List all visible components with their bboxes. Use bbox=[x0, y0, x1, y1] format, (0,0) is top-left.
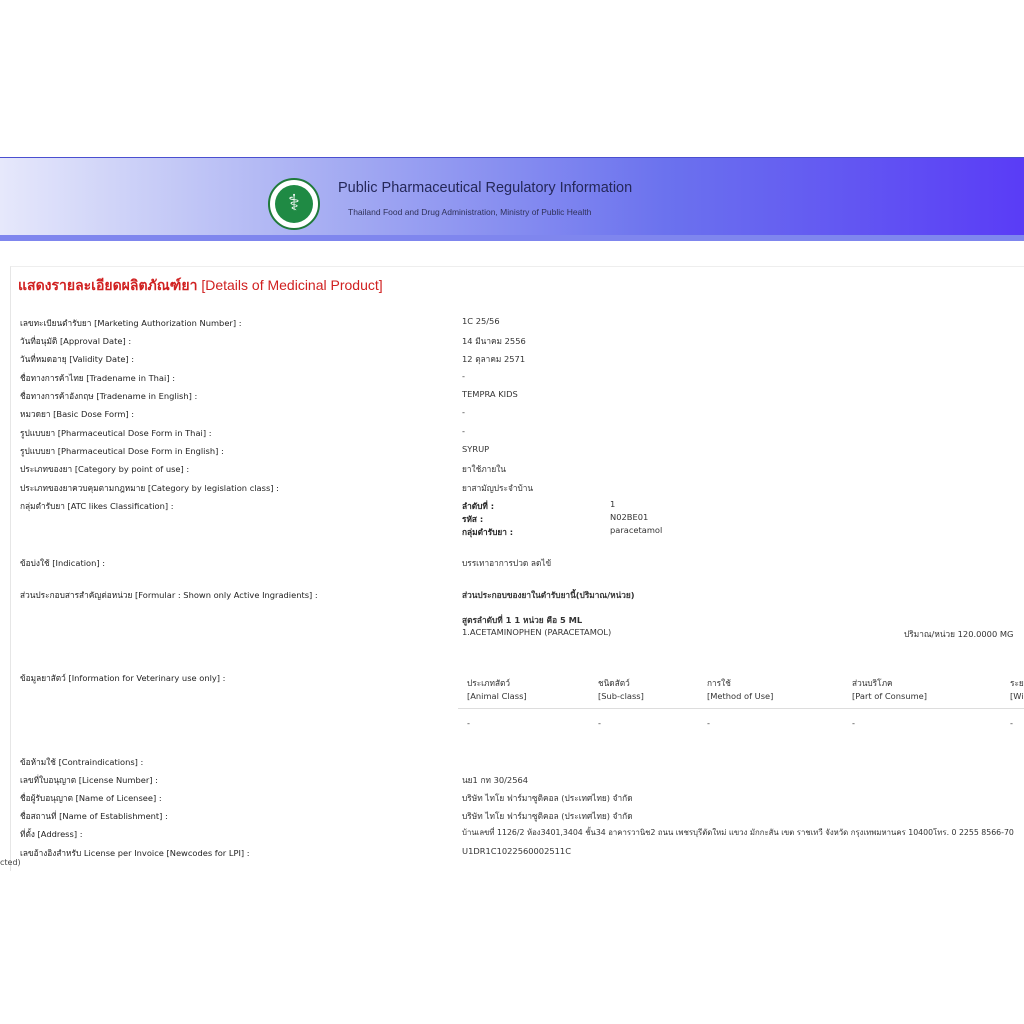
vet-header-th: การใช้ bbox=[707, 678, 731, 688]
field-value-category-use: ยาใช้ภายใน bbox=[462, 464, 506, 474]
vet-header-sub-class bbox=[598, 677, 644, 703]
field-value-ma-number: 1C 25/56 bbox=[462, 316, 500, 326]
field-label-tradename-english: ชื่อทางการค้าอังกฤษ [Tradename in English] : bbox=[20, 391, 198, 401]
indication-value: บรรเทาอาการปวด ลดไข้ bbox=[462, 558, 552, 568]
page-title bbox=[18, 275, 383, 297]
field-value-dose-form-thai: - bbox=[462, 426, 465, 436]
formula-label: ส่วนประกอบสารสำคัญต่อหน่วย [Formular : Shown only Active Ingradients] : bbox=[20, 590, 318, 600]
establishment-label: ชื่อสถานที่ [Name of Establishment] : bbox=[20, 811, 168, 821]
vet-header-en: [Method of Use] bbox=[707, 691, 774, 701]
field-value-validity-date: 12 ตุลาคม 2571 bbox=[462, 354, 526, 364]
field-label-dose-form-thai: รูปแบบยา [Pharmaceutical Dose Form in Thai] : bbox=[20, 428, 212, 438]
cutoff-text: cted) bbox=[0, 858, 21, 867]
atc-order-value: 1 bbox=[610, 499, 616, 509]
atc-order-label: ลำดับที่ : bbox=[462, 501, 495, 511]
formula-heading: ส่วนประกอบของยาในตำรับยานี้(ปริมาณ/หน่วย) bbox=[462, 590, 635, 600]
vet-header-th: ระย bbox=[1010, 678, 1024, 688]
contraindications-label: ข้อห้ามใช้ [Contraindications] : bbox=[20, 757, 144, 767]
field-label-category-use: ประเภทของยา [Category by point of use] : bbox=[20, 464, 190, 474]
page-title-english: [Details of Medicinal Product] bbox=[201, 277, 383, 293]
vet-cell-withdrawal: - bbox=[1010, 718, 1013, 728]
veterinary-label: ข้อมูลยาสัตว์ [Information for Veterinary use only] : bbox=[20, 673, 226, 683]
field-value-approval-date: 14 มีนาคม 2556 bbox=[462, 336, 526, 346]
vet-header-th: ประเภทสัตว์ bbox=[467, 678, 511, 688]
vet-cell-sub-class: - bbox=[598, 718, 601, 728]
field-label-tradename-thai: ชื่อทางการค้าไทย [Tradename in Thai] : bbox=[20, 373, 175, 383]
field-value-tradename-thai: - bbox=[462, 371, 465, 381]
atc-group-label: กลุ่มตำรับยา : bbox=[462, 527, 514, 537]
licensee-value: บริษัท ไทโย ฟาร์มาซูติคอล (ประเทศไทย) จำกัด bbox=[462, 793, 633, 803]
field-label-category-legislation: ประเภทของยาควบคุมตามกฎหมาย [Category by legislation class] : bbox=[20, 483, 279, 493]
vet-header-th: ชนิดสัตว์ bbox=[598, 678, 630, 688]
vet-cell-animal-class: - bbox=[467, 718, 470, 728]
page-title-thai: แสดงรายละเอียดผลิตภัณฑ์ยา bbox=[18, 277, 198, 293]
field-label-atc-classification: กลุ่มตำรับยา [ATC likes Classification] : bbox=[20, 501, 174, 511]
field-label-ma-number: เลขทะเบียนตำรับยา [Marketing Authorization Number] : bbox=[20, 318, 242, 328]
vet-table-divider bbox=[458, 708, 1024, 709]
licensee-label: ชื่อผู้รับอนุญาต [Name of Licensee] : bbox=[20, 793, 162, 803]
vet-header-withdrawal bbox=[1010, 677, 1024, 703]
field-label-validity-date: วันที่หมดอายุ [Validity Date] : bbox=[20, 354, 135, 364]
fda-logo-icon[interactable] bbox=[268, 178, 320, 230]
indication-label: ข้อบ่งใช้ [Indication] : bbox=[20, 558, 106, 568]
site-header bbox=[0, 157, 1024, 236]
lpi-value: U1DR1C1022560002511C bbox=[462, 846, 571, 856]
vet-header-en: [Part of Consume] bbox=[852, 691, 928, 701]
vet-header-th: ส่วนบริโภค bbox=[852, 678, 893, 688]
address-label: ที่ตั้ง [Address] : bbox=[20, 829, 83, 839]
field-value-dose-form-english: SYRUP bbox=[462, 444, 490, 454]
vet-header-part-of-consume bbox=[852, 677, 927, 703]
field-value-category-legislation: ยาสามัญประจำบ้าน bbox=[462, 483, 534, 493]
vet-cell-method-of-use: - bbox=[707, 718, 710, 728]
lpi-label: เลขอ้างอิงสำหรับ License per Invoice [Newcodes for LPI] : bbox=[20, 848, 250, 858]
establishment-value: บริษัท ไทโย ฟาร์มาซูติคอล (ประเทศไทย) จำกัด bbox=[462, 811, 633, 821]
license-number-value: นย1 กท 30/2564 bbox=[462, 775, 529, 785]
header-accent-strip bbox=[0, 235, 1024, 241]
field-label-basic-dose-form: หมวดยา [Basic Dose Form] : bbox=[20, 409, 135, 419]
vet-header-en: [Sub-class] bbox=[598, 691, 644, 701]
site-title: Public Pharmaceutical Regulatory Information bbox=[338, 180, 633, 196]
formula-ingredient: 1.ACETAMINOPHEN (PARACETAMOL) bbox=[462, 627, 612, 637]
vet-header-animal-class bbox=[467, 677, 527, 703]
field-label-dose-form-english: รูปแบบยา [Pharmaceutical Dose Form in English] : bbox=[20, 446, 224, 456]
vet-header-en: [Wi bbox=[1010, 691, 1024, 701]
formula-recipe-line: สูตรลำดับที่ 1 1 หน่วย คือ 5 ML bbox=[462, 615, 583, 625]
license-number-label: เลขที่ใบอนุญาต [License Number] : bbox=[20, 775, 158, 785]
field-value-basic-dose-form: - bbox=[462, 407, 465, 417]
caduceus-icon: ⚕ bbox=[275, 185, 313, 223]
site-subtitle: Thailand Food and Drug Administration, Ministry of Public Health bbox=[348, 207, 592, 217]
atc-code-value: N02BE01 bbox=[610, 512, 649, 522]
address-value: บ้านเลขที่ 1126/2 ห้อง3401,3404 ชั้น34 อาคารวานิช2 ถนน เพชรบุรีตัดใหม่ แขวง มักกะสัน เขต ราชเทวี จังหวัด กรุงเทพมหานคร 10400โทร. 0 2255 8566-70 bbox=[462, 828, 1014, 837]
atc-group-value: paracetamol bbox=[610, 525, 663, 535]
atc-code-label: รหัส : bbox=[462, 514, 484, 524]
formula-amount: ปริมาณ/หน่วย 120.0000 MG bbox=[904, 629, 1014, 639]
vet-cell-part-of-consume: - bbox=[852, 718, 855, 728]
vet-header-en: [Animal Class] bbox=[467, 691, 527, 701]
vet-header-method-of-use bbox=[707, 677, 773, 703]
field-value-tradename-english: TEMPRA KIDS bbox=[462, 389, 518, 399]
field-label-approval-date: วันที่อนุมัติ [Approval Date] : bbox=[20, 336, 132, 346]
